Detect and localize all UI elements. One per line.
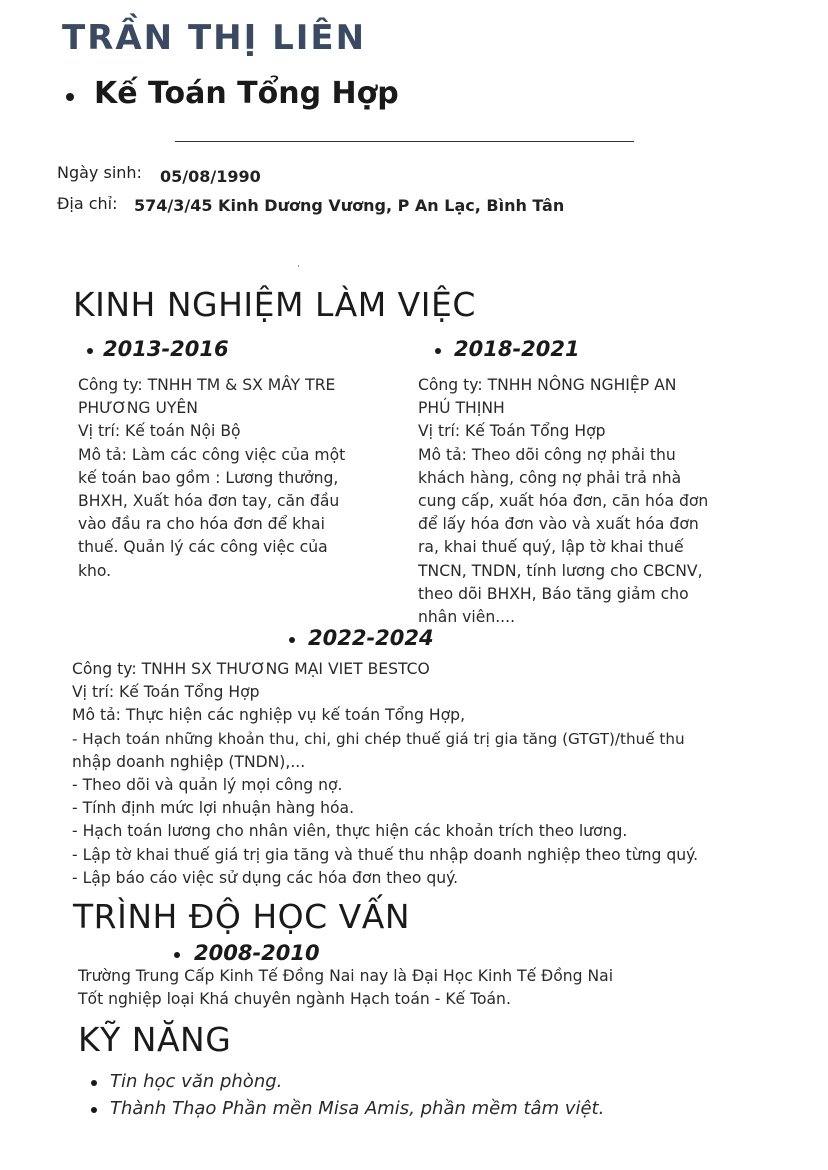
text-line: kho. [78, 561, 112, 580]
text-line: Vị trí: Kế Toán Tổng Hợp [72, 683, 260, 702]
text-line: Trường Trung Cấp Kinh Tế Đồng Nai nay là Đại Học Kinh Tế Đồng Nai [78, 967, 614, 985]
text-line: Công ty: TNHH NÔNG NGHIỆP AN [418, 376, 677, 394]
text-line: ra, khai thuế quý, lập tờ khai thuế [418, 538, 684, 557]
skill-item: Tin học văn phòng. [110, 1071, 283, 1092]
dob-label: Ngày sinh: [57, 163, 142, 182]
text-line: vào đầu ra cho hóa đơn để khai [78, 515, 325, 534]
text-line: Tốt nghiệp loại Khá chuyên ngành Hạch toán - Kế Toán. [78, 990, 511, 1009]
period-bullet [289, 637, 295, 643]
skill-bullet [91, 1107, 97, 1113]
skill-bullet [91, 1080, 97, 1086]
text-line: BHXH, Xuất hóa đơn tay, căn đầu [78, 492, 340, 511]
text-line: TNCN, TNDN, tính lương cho CBCNV, [418, 561, 703, 580]
text-line: - Lập báo cáo việc sử dụng các hóa đơn theo quý. [72, 868, 459, 887]
text-line: Mô tả: Thực hiện các nghiệp vụ kế toán Tổng Hợp, [72, 706, 466, 725]
period-bullet [435, 348, 441, 354]
text-line: nhân viên.... [418, 608, 516, 627]
address-value: 574/3/45 Kinh Dương Vương, P An Lạc, Bình Tân [134, 196, 565, 215]
divider [175, 141, 634, 142]
job-description-1 [78, 374, 345, 583]
skills-heading: KỸ NĂNG [78, 1020, 232, 1059]
text-line: khách hàng, công nợ phải trả nhà [418, 468, 682, 487]
job-period: 2022-2024 [308, 626, 434, 650]
job-description-3 [72, 658, 698, 890]
skill-item: Thành Thạo Phần mền Misa Amis, phần mềm tâm việt. [110, 1098, 605, 1119]
text-line: để lấy hóa đơn vào và xuất hóa đơn [418, 515, 699, 534]
text-line: - Hạch toán những khoản thu, chi, ghi chép thuế giá trị gia tăng (GTGT)/thuế thu [72, 729, 685, 748]
stray-mark [298, 265, 299, 267]
experience-heading: KINH NGHIỆM LÀM VIỆC [73, 285, 476, 324]
text-line: kế toán bao gồm : Lương thưởng, [78, 468, 339, 487]
text-line: - Theo dõi và quản lý mọi công nợ. [72, 776, 343, 795]
education-description [78, 965, 613, 1011]
job-title: Kế Toán Tổng Hợp [94, 76, 399, 111]
address-label: Địa chỉ: [57, 194, 118, 213]
text-line: cung cấp, xuất hóa đơn, căn hóa đơn [418, 492, 709, 511]
period-bullet [174, 952, 180, 958]
text-line: - Lập tờ khai thuế giá trị gia tăng và thuế thu nhập doanh nghiệp theo từng quý. [72, 845, 699, 864]
text-line: Vị trí: Kế Toán Tổng Hợp [418, 422, 606, 441]
job-description-2 [418, 374, 708, 629]
job-period: 2018-2021 [454, 337, 580, 361]
text-line: Mô tả: Làm các công việc của một [78, 445, 346, 464]
role-bullet [66, 93, 74, 101]
text-line: Mô tả: Theo dõi công nợ phải thu [418, 445, 676, 464]
text-line: PHÚ THỊNH [418, 399, 505, 418]
text-line: Vị trí: Kế toán Nội Bộ [78, 422, 241, 441]
job-period: 2013-2016 [103, 337, 229, 361]
text-line: theo dõi BHXH, Báo tăng giảm cho [418, 584, 689, 603]
text-line: thuế. Quản lý các công việc của [78, 538, 328, 557]
text-line: - Hạch toán lương cho nhân viên, thực hiện các khoản trích theo lương. [72, 822, 628, 841]
text-line: PHƯƠNG UYÊN [78, 399, 198, 418]
education-period: 2008-2010 [194, 941, 320, 965]
text-line: nhập doanh nghiệp (TNDN),... [72, 752, 306, 771]
text-line: Công ty: TNHH SX THƯƠNG MẠI VIET BESTCO [72, 660, 430, 678]
education-heading: TRÌNH ĐỘ HỌC VẤN [73, 897, 411, 936]
dob-value: 05/08/1990 [160, 167, 261, 186]
text-line: - Tính định mức lợi nhuận hàng hóa. [72, 799, 355, 818]
text-line: Công ty: TNHH TM & SX MÂY TRE [78, 376, 336, 394]
period-bullet [87, 348, 93, 354]
candidate-name: TRẦN THỊ LIÊN [62, 18, 367, 58]
